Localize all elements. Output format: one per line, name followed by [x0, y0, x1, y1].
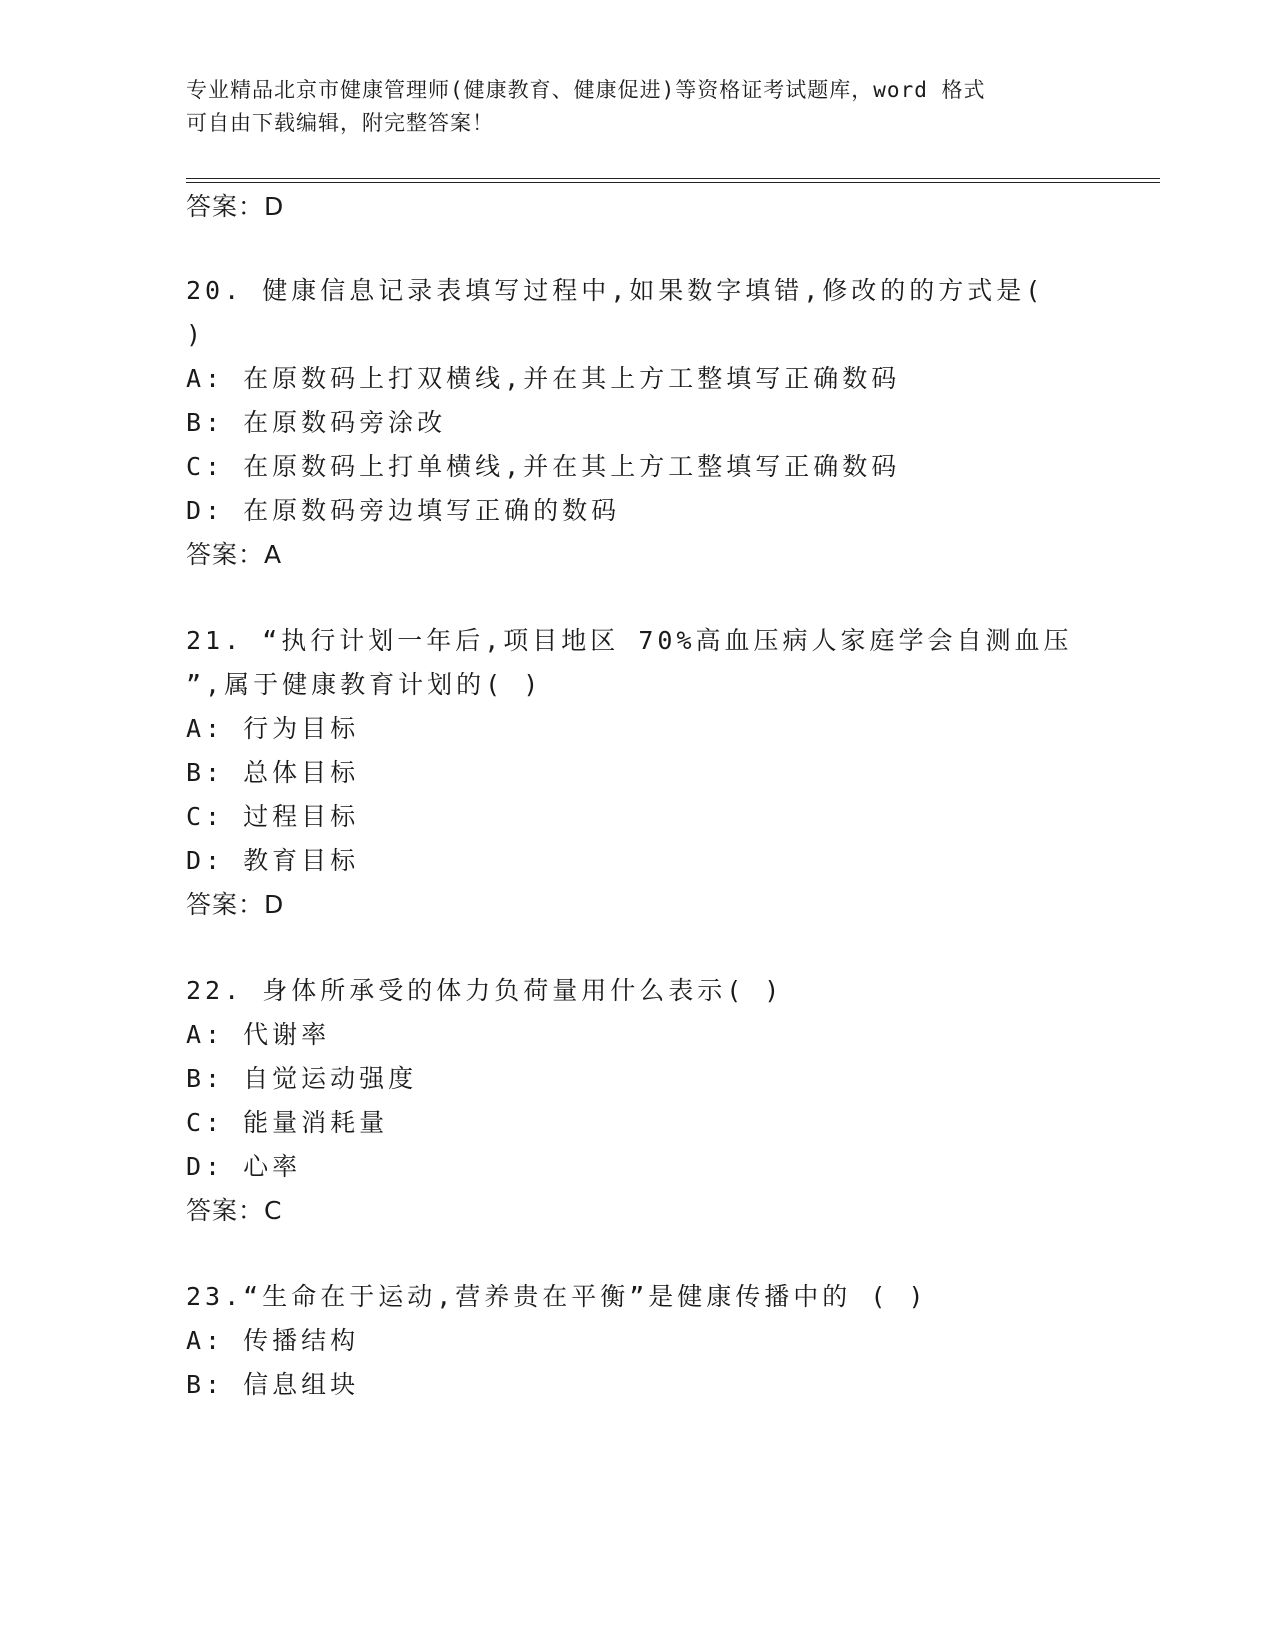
question-22-answer: 答案：C: [186, 1196, 283, 1225]
question-22-option-b: B: 自觉运动强度: [186, 1064, 418, 1093]
question-23-option-a: A: 传播结构: [186, 1326, 360, 1355]
question-21-stem: 21. “执行计划一年后,项目地区 70%高血压病人家庭学会自测血压: [186, 626, 1073, 655]
question-20-stem-cont: ): [186, 320, 206, 349]
question-21-option-b: B: 总体目标: [186, 758, 360, 787]
question-21-answer: 答案：D: [186, 890, 285, 919]
question-23-option-b: B: 信息组块: [186, 1370, 360, 1399]
question-21-option-c: C: 过程目标: [186, 802, 360, 831]
question-22-option-c: C: 能量消耗量: [186, 1108, 389, 1137]
question-20-stem: 20. 健康信息记录表填写过程中,如果数字填错,修改的的方式是(: [186, 276, 1045, 305]
question-20-option-a: A: 在原数码上打双横线,并在其上方工整填写正确数码: [186, 364, 901, 393]
question-23-stem: 23.“生命在于运动,营养贵在平衡”是健康传播中的 ( ): [186, 1282, 928, 1311]
header-line-1: 专业精品北京市健康管理师(健康教育、健康促进)等资格证考试题库，word 格式: [186, 78, 986, 102]
question-20-option-b: B: 在原数码旁涂改: [186, 408, 447, 437]
question-20-option-c: C: 在原数码上打单横线,并在其上方工整填写正确数码: [186, 452, 901, 481]
question-22-stem: 22. 身体所承受的体力负荷量用什么表示( ): [186, 976, 784, 1005]
answer-line: 答案：D: [186, 192, 285, 221]
question-20-answer: 答案：A: [186, 540, 283, 569]
question-21-stem-cont: ”,属于健康教育计划的( ): [186, 670, 543, 699]
question-22-option-a: A: 代谢率: [186, 1020, 331, 1049]
question-20-option-d: D: 在原数码旁边填写正确的数码: [186, 496, 621, 525]
header-divider: [186, 178, 1160, 183]
question-21-option-a: A: 行为目标: [186, 714, 360, 743]
header-line-2: 可自由下载编辑，附完整答案！: [186, 111, 494, 135]
question-21-option-d: D: 教育目标: [186, 846, 360, 875]
question-22-option-d: D: 心率: [186, 1152, 302, 1181]
page-header: [186, 74, 1066, 140]
